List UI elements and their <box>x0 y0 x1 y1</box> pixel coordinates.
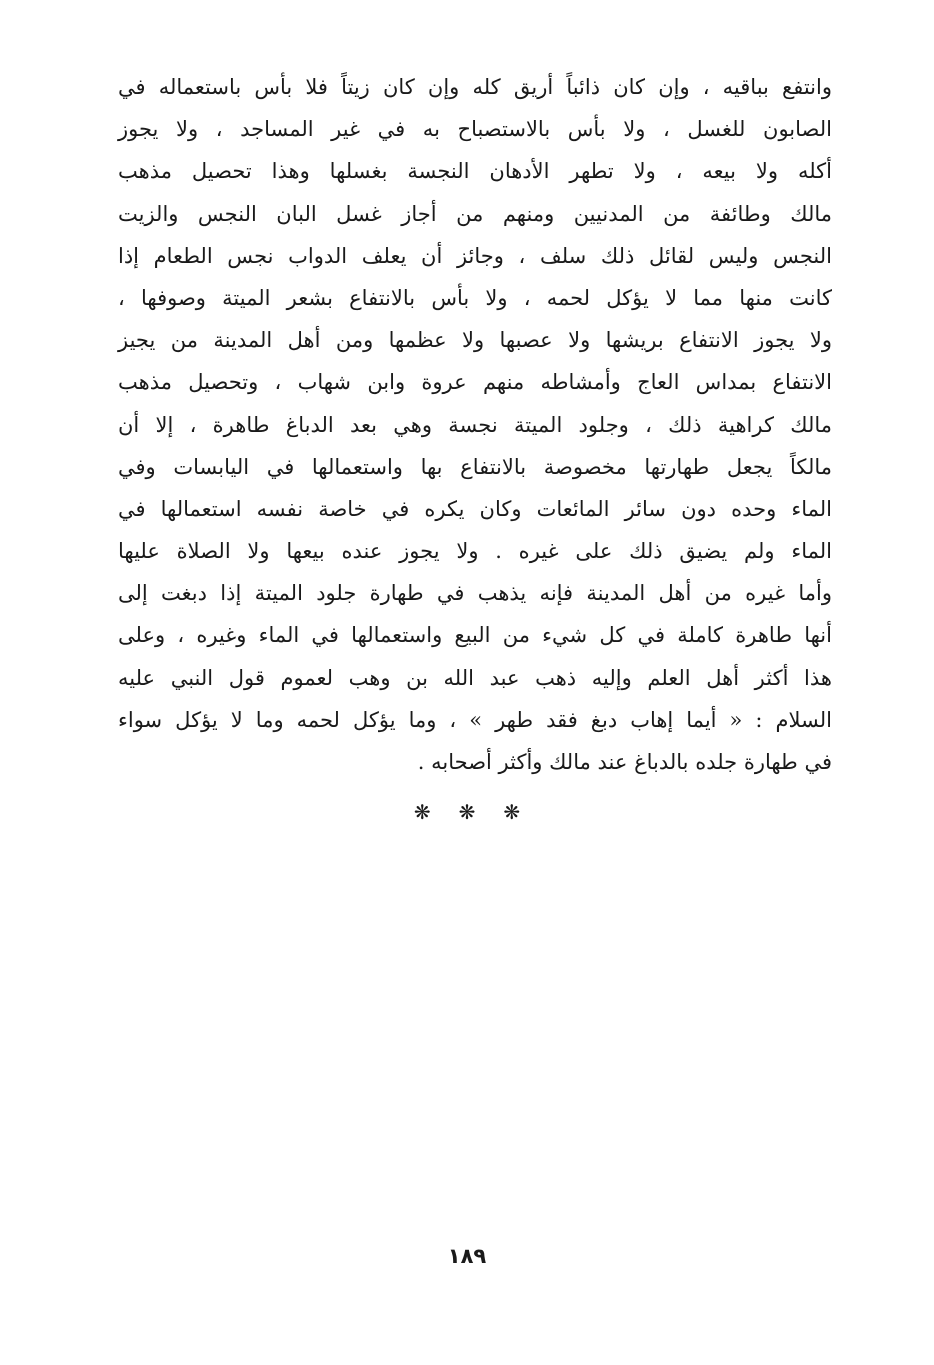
text-line-last: في طهارة جلده بالدباغ عند مالك وأكثر أصحابه . <box>417 750 832 774</box>
text-line: هذا أكثر أهل العلم وإليه ذهب عبد الله بن وهب لعموم قول النبي عليه <box>118 665 832 690</box>
text-line: الماء وحده دون سائر المائعات وكان يكره في خاصة نفسه استعمالها في <box>118 496 832 521</box>
text-line: مالك كراهية ذلك ، وجلود الميتة نجسة وهي بعد الدباغ طاهرة ، إلا أن <box>118 412 832 437</box>
section-separator: ❋❋❋ <box>413 800 549 824</box>
text-line: ولا يجوز الانتفاع بريشها ولا عصبها ولا عظمها ومن أهل المدينة من يجيز <box>118 328 832 353</box>
text-line: أنها طاهرة كاملة في كل شيء من البيع واستعمالها في الماء وغيره ، وعلى <box>118 623 832 648</box>
text-line: الانتفاع بمداس العاج وأمشاطه منهم عروة وابن شهاب ، وتحصيل مذهب <box>118 370 832 395</box>
text-line: وأما غيره من أهل المدينة فإنه يذهب في طهارة جلود الميتة إذا دبغت إلى <box>118 581 832 606</box>
text-line: كانت منها مما لا يؤكل لحمه ، ولا بأس بالانتفاع بشعر الميتة وصوفها ، <box>118 285 832 310</box>
text-line: السلام : « أيما إهاب دبغ فقد طهر » ، وما يؤكل لحمه وما لا يؤكل سواء <box>118 707 832 732</box>
page-number: ١٨٩ <box>447 1244 487 1268</box>
text-line: الصابون للغسل ، ولا بأس بالاستصباح به في غير المساجد ، ولا يجوز <box>118 117 832 142</box>
text-line: مالك وطائفة من المدنيين ومنهم من أجاز غسل البان النجس والزيت <box>118 201 832 226</box>
body-text <box>118 66 832 783</box>
text-line: النجس وليس لقائل ذلك سلف ، وجائز أن يعلف الدواب نجس الطعام إذا <box>118 243 832 268</box>
text-line: وانتفع بباقيه ، وإن كان ذائباً أريق كله وإن كان زيتاً فلا بأس باستعماله في <box>118 75 832 99</box>
text-line: الماء ولم يضيق ذلك على غيره . ولا يجوز عنده بيعها ولا الصلاة عليها <box>118 539 832 564</box>
text-line: أكله ولا بيعه ، ولا تطهر الأدهان النجسة بغسلها وهذا تحصيل مذهب <box>118 159 832 184</box>
text-line: مالكاً يجعل طهارتها مخصوصة بالانتفاع بها واستعمالها في اليابسات وفي <box>118 454 832 479</box>
